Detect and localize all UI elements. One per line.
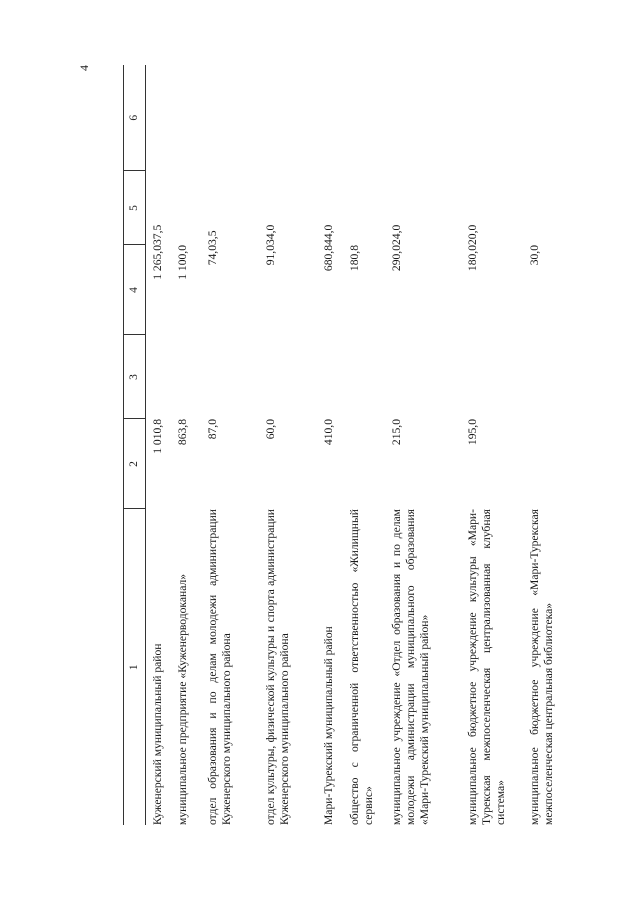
rotated-page-content <box>123 65 639 825</box>
cell-col2 <box>528 419 590 509</box>
row-name: муниципальное учреждение «Отдел образования и по делам молодежи администрации муниципального образования «Мари-Турекский муниципальный район» <box>389 509 431 825</box>
cell-col5 <box>348 171 390 245</box>
data-table <box>123 65 590 825</box>
header-cell-2: 2 <box>124 419 146 509</box>
table-row <box>146 65 176 825</box>
header-cell-3: 3 <box>124 335 146 419</box>
cell-col3 <box>322 335 348 419</box>
cell-col2: 863,8 <box>175 419 189 446</box>
header-cell-5: 5 <box>124 171 146 245</box>
cell-col3 <box>466 335 528 419</box>
cell-col5 <box>528 171 590 245</box>
cell-col3 <box>264 335 322 419</box>
table-row <box>322 65 348 825</box>
cell-col3 <box>390 335 466 419</box>
cell-col2: 195,0 <box>465 419 479 446</box>
cell-col6 <box>348 65 390 171</box>
cell-col4: 680,8 <box>321 245 335 272</box>
cell-col3 <box>176 335 206 419</box>
row-name: муниципальное предприятие «Куженерводоканал» <box>175 573 189 825</box>
table-row <box>466 65 528 825</box>
cell-col2: 60,0 <box>263 419 277 440</box>
cell-col5: 37,5 <box>151 224 164 245</box>
cell-col4: 91,0 <box>263 245 277 266</box>
cell-col5: 24,0 <box>389 224 403 245</box>
cell-col2: 215,0 <box>389 419 403 446</box>
cell-col2: 410,0 <box>321 419 335 446</box>
row-name: общество с ограниченной ответственностью «Жилищный сервис» <box>347 509 375 825</box>
cell-col4: 74,0 <box>205 245 219 266</box>
cell-col4: 30,0 <box>527 245 541 266</box>
cell-col6 <box>390 65 466 171</box>
header-cell-4: 4 <box>124 245 146 335</box>
cell-col5 <box>176 171 206 245</box>
cell-col5: 34,0 <box>263 224 277 245</box>
cell-col6 <box>176 65 206 171</box>
cell-col4: 1 265,0 <box>151 245 164 280</box>
cell-col4: 290,0 <box>389 245 403 272</box>
table-row <box>528 65 590 825</box>
cell-col2: 87,0 <box>205 419 219 440</box>
page-number: 4 <box>77 65 91 71</box>
cell-col3 <box>348 335 390 419</box>
cell-col4: 180,8 <box>347 245 361 272</box>
cell-col6 <box>322 65 348 171</box>
cell-col5: 44,0 <box>321 224 335 245</box>
cell-col3 <box>206 335 264 419</box>
table-row <box>206 65 264 825</box>
row-name: Мари-Турекский муниципальный район <box>321 626 335 825</box>
header-cell-6: 6 <box>124 65 146 171</box>
table-row <box>176 65 206 825</box>
row-name: отдел образования и по делам молодежи администрации Куженерского муниципального района <box>205 509 233 825</box>
table-row <box>390 65 466 825</box>
table-header-row <box>124 65 146 825</box>
cell-col3 <box>146 335 176 419</box>
cell-col6 <box>206 65 264 171</box>
cell-col4: 180,0 <box>465 245 479 272</box>
cell-col6 <box>146 65 176 171</box>
row-name: Куженерский муниципальный район <box>151 643 164 825</box>
cell-col6 <box>528 65 590 171</box>
table-row <box>264 65 322 825</box>
cell-col5: 3,5 <box>205 230 219 245</box>
cell-col2: 1 010,8 <box>151 419 164 454</box>
cell-col4: 1 100,0 <box>175 245 189 280</box>
row-name: муниципальное бюджетное учреждение культуры «Мари-Турекская межпоселенческая централизованная клубная система» <box>465 509 507 825</box>
row-name: отдел культуры, физической культуры и спорта администрации Куженерского муниципального района <box>263 509 291 825</box>
cell-col6 <box>466 65 528 171</box>
header-cell-1: 1 <box>124 509 146 825</box>
cell-col6 <box>264 65 322 171</box>
cell-col3 <box>528 335 590 419</box>
table-row <box>348 65 390 825</box>
cell-col5: 20,0 <box>465 224 479 245</box>
row-name: муниципальное бюджетное учреждение «Мари-Турекская межпоселенческая центральная библиотека» <box>527 509 555 825</box>
cell-col2 <box>348 419 390 509</box>
